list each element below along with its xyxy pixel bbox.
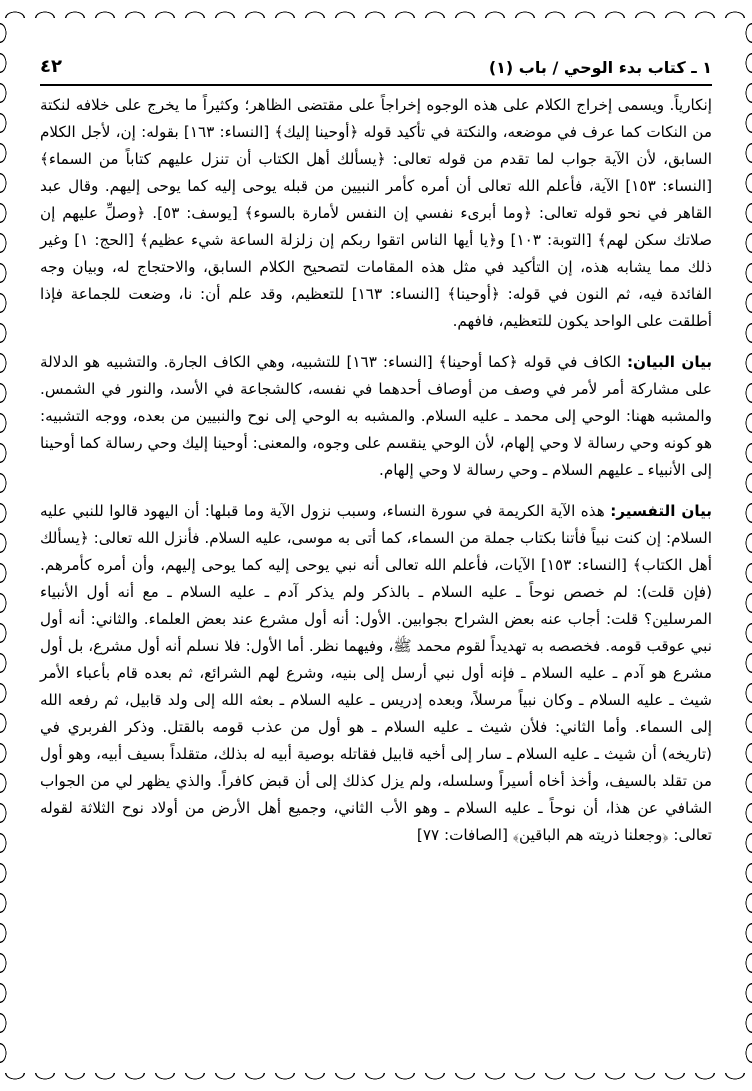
decorative-border-left: [0, 18, 14, 1073]
paragraph-gap: [40, 335, 712, 349]
page-number: ٤٢: [40, 56, 62, 77]
decorative-border-top: [0, 0, 752, 18]
paragraph-2: [40, 349, 712, 484]
decorative-border-bottom: [0, 1073, 752, 1091]
decorative-border-right: [738, 18, 752, 1073]
paragraph-text: هذه الآية الكريمة في سورة النساء، وسبب نزول الآية وما قبلها: أن اليهود قالوا للنبي عليه السلام: إن كنت نبياً فأتنا بكتاب جملة من السماء، كما أتى به موسى، عليه السلام. فأنزل الله تعالى: ﴿يسألك أهل الكتاب﴾ [النساء: ١٥٣] الآيات، فأعلم الله تعالى أنه نبي يوحى إليه كما يوحى إليهم، وأن أمره كأمرهم. (فإن قلت): لم خصص نوحاً ـ عليه السلام ـ بالذكر ولم يذكر آدم ـ عليه السلام ـ مع أنه أول الأنبياء المرسلين؟ قلت: أجاب عنه بعض الشراح بجوابين. الأول: أنه أول مشرع عند بعض العلماء. والثاني: أنه أول نبي عوقب قومه. فخصصه به تهديداً لقوم محمد ﷺ، وفيهما نظر. أما الأول: فلا نسلم أنه أول مشرع، بل أول مشرع هو آدم ـ عليه السلام ـ فإنه أول نبي أرسل إلى بنيه، وشرع لهم الشرائع، ثم بعده قام بأعباء الأمر شيث ـ عليه السلام ـ وكان نبياً مرسلاً، وبعده إدريس ـ عليه السلام ـ بعثه الله إلى ولد قابيل، ثم رفعه الله إلى السماء. وأما الثاني: فلأن شيث ـ عليه السلام ـ هو أول من عذب قومه بالقتل. وذكر الفربري في (تاريخه) أن شيث ـ عليه السلام ـ سار إلى أخيه قابيل فقاتله بوصية أبيه له بذلك، متقلداً بسيف أبيه، وهو أول من تقلد بالسيف، وأخذ أخاه أسيراً وسلسله، ولم يزل كذلك إلى أن قبض كافراً. والذي يظهر لي من الجواب الشافي عن هذا، أن نوحاً ـ عليه السلام ـ وهو الأب الثاني، وجميع أهل الأرض من أولاد نوح الثلاثة لقوله تعالى: ﴿وجعلنا ذريته هم الباقين﴾ [الصافات: ٧٧]: [40, 502, 712, 844]
section-heading-bayan-altafsir: بيان التفسير:: [610, 502, 712, 520]
section-heading-bayan-albayan: بيان البيان:: [626, 353, 713, 371]
paragraph-3: [40, 498, 712, 849]
running-title: ١ ـ كتاب بدء الوحي / باب (١): [488, 58, 712, 77]
paragraph-text: الكاف في قوله ﴿كما أوحينا﴾ [النساء: ١٦٣] للتشبيه، وهي الكاف الجارة. والتشبيه هو الدلالة على مشاركة أمر لأمر في وصف من أوصاف أحدهما في نفسه، كالشجاعة في الأسد، والنور في الشمس. والمشبه ههنا: الوحي إلى محمد ـ عليه السلام. والمشبه به الوحي إلى نوح والنبيين من بعده، ووجه التشبيه: هو كونه وحي رسالة لا وحي إلهام، لأن الوحي ينقسم على وجوه، والمعنى: أوحينا إليك وحي رسالة كما أوحينا إلى الأنبياء ـ عليهم السلام ـ وحي رسالة لا وحي إلهام.: [40, 353, 712, 479]
page-body: [40, 92, 712, 849]
paragraph-1: [40, 92, 712, 335]
page-header: [40, 54, 712, 86]
paragraph-text: إنكارياً. ويسمى إخراج الكلام على هذه الوجوه إخراجاً على مقتضى الظاهر؛ وكثيراً ما يخرج على خلافه لنكتة من النكات كما عرف في موضعه، والنكتة في تأكيد قوله ﴿أوحينا إليك﴾ [النساء: ١٦٣] بقوله: إن، لأجل الكلام السابق، لأن الآية جواب لما تقدم من قوله تعالى: ﴿يسألك أهل الكتاب أن تنزل عليهم كتاباً من السماء﴾ [النساء: ١٥٣] الآية، فأعلم الله تعالى أن أمره كأمر النبيين من قبله يوحى إليه كما يوحى إليهم. وقال عبد القاهر في نحو قوله تعالى: ﴿وما أبرىء نفسي إن النفس لأمارة بالسوء﴾ [يوسف: ٥٣]. ﴿وصلِّ عليهم إن صلاتك سكن لهم﴾ [التوبة: ١٠٣] و﴿يا أيها الناس اتقوا ربكم إن زلزلة الساعة شيء عظيم﴾ [الحج: ١] وغير ذلك مما يشابه هذه، إن التأكيد في مثل هذه المقامات لتصحيح الكلام السابق، والاحتجاج له، وبيان وجه الفائدة فيه، ثم النون في قوله: ﴿أوحينا﴾ [النساء: ١٦٣] للتعظيم، وقد علم أن: نا، وضعت للجماعة فإذا أطلقت على الواحد يكون للتعظيم، فافهم.: [40, 96, 712, 330]
paragraph-gap: [40, 484, 712, 498]
